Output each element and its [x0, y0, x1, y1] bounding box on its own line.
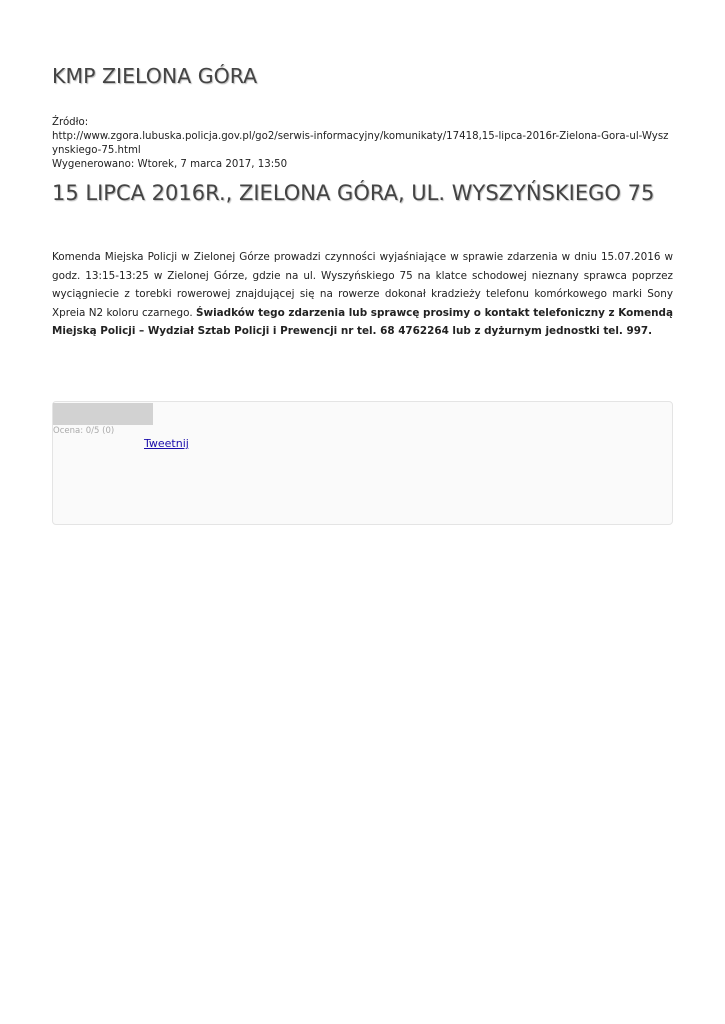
article-body-appeal: Świadków tego zdarzenia lub sprawcę prosimy o kontakt telefoniczny z Komendą Miejską Policji – Wydział Sztab Policji i Prewencji nr tel. 68 4762264 lub z dyżurnym jednostki tel. 997. — [52, 306, 673, 337]
rating-box — [52, 401, 673, 525]
generated-date: Wygenerowano: Wtorek, 7 marca 2017, 13:50 — [52, 159, 288, 170]
rating-text: Ocena: 0/5 (0) — [53, 426, 115, 436]
tweet-link[interactable]: Tweetnij — [144, 437, 189, 450]
source-info — [52, 116, 674, 172]
source-label: Źródło: — [52, 117, 89, 128]
page-title: KMP ZIELONA GÓRA — [52, 64, 258, 88]
rating-stars-bar[interactable] — [53, 403, 153, 425]
source-url: http://www.zgora.lubuska.policja.gov.pl/go2/serwis-informacyjny/komunikaty/17418,15-lipca-2016r-Zielona-Gora-ul-Wyszynskiego-75.html — [52, 131, 669, 156]
article-title: 15 LIPCA 2016R., ZIELONA GÓRA, UL. WYSZYŃSKIEGO 75 — [52, 181, 655, 205]
article-body — [52, 248, 673, 341]
article-body-text: Komenda Miejska Policji w Zielonej Górze prowadzi czynności wyjaśniające w sprawie zdarzenia w dniu 15.07.2016 w godz. 13:15-13:25 w Zielonej Górze, gdzie na ul. Wyszyńskiego 75 na klatce schodowej nieznany sprawca poprzez wyciągniecie z torebki rowerowej znajdującej się na rowerze dokonał kradzieży telefonu komórkowego marki Sony Xpreia N2 koloru czarnego. — [52, 251, 673, 319]
